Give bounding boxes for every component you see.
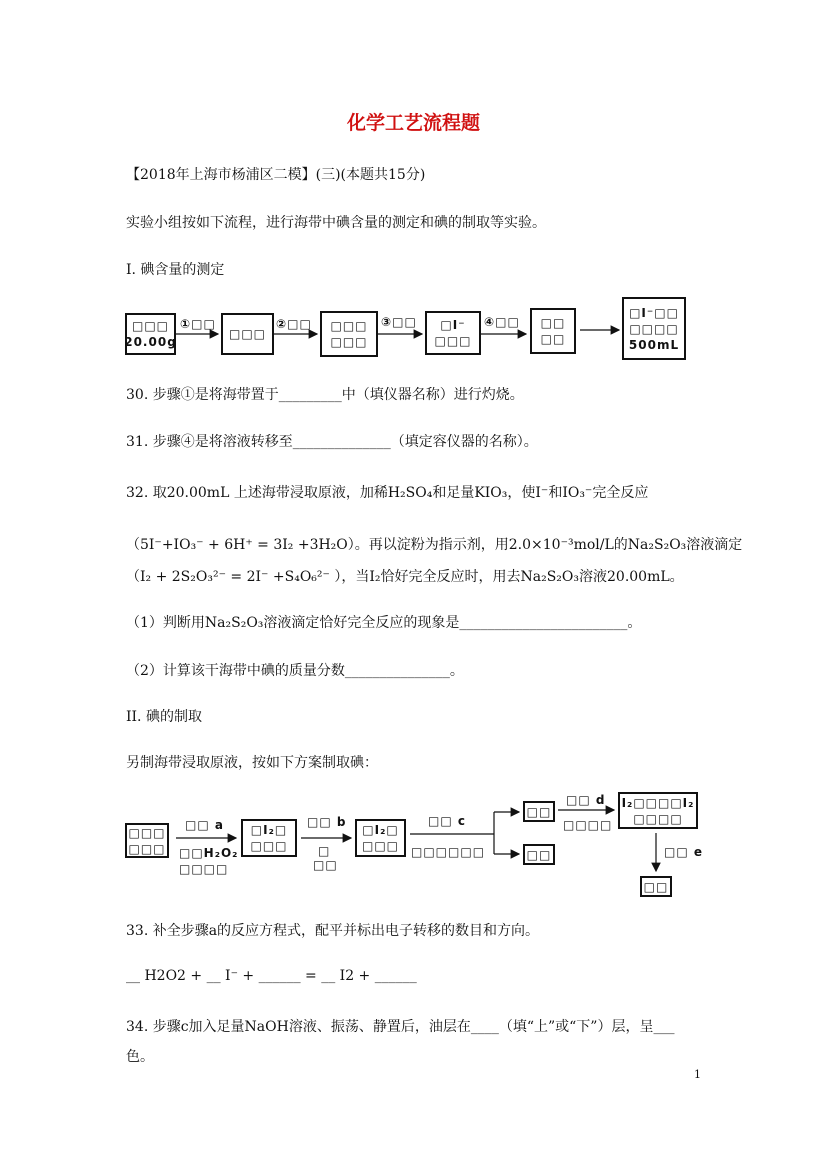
question-30: 30. 步骤①是将海带置于_________中（填仪器名称）进行灼烧。 [126,387,524,403]
flow1-suspension-box [320,311,378,357]
flow2-step-b-reagent: □ [318,844,331,858]
box-label: □□□ [128,825,166,840]
flow2-iodine-ccl4-box [355,819,406,857]
question-31: 31. 步骤④是将溶液转移至______________（填定容仪器的名称）。 [126,434,538,450]
question-32-line-1: 32. 取20.00mL 上述海带浸取原液，加稀H₂SO₄和足量KIO₃，使I⁻和IO₃⁻完全反应 [126,485,649,501]
equation-blank: __ H2O2 + __ I⁻ + ______ = __ I2 + ______ [126,968,417,984]
box-label: □□□ [128,841,166,856]
section-heading-2: II. 碘的制取 [126,709,202,725]
flow2-step-b-label: □□ b [307,815,347,829]
box-label: 500mL [628,337,680,352]
box-label: □□□ [131,319,169,333]
flow2-step-c-reagent: □□□□□□ [411,845,486,859]
flow1-dried-kelp-box [125,313,176,355]
flow2-step-a-reagent-2: □□□□ [179,862,229,876]
box-label: □□□ [330,319,368,333]
flow1-step-1-label: ①□□ [180,317,216,331]
question-32-part-1: （1）判断用Na₂S₂O₃溶液滴定恰好完全反应的现象是________________________。 [126,615,642,631]
question-32-part-2: （2）计算该干海带中碘的质量分数_______________。 [126,663,464,679]
page-title: 化学工艺流程题 [346,112,480,134]
box-label: □□□ [250,839,288,853]
box-label: □□□ [330,335,368,349]
box-label: □□□ [361,839,399,853]
box-label: □□ [526,804,552,819]
box-label: 20.00g [124,335,177,349]
section-heading-1: I. 碘含量的测定 [126,262,225,278]
flow2-iodine-suspension-box [618,792,698,829]
flow2-iodine-product-box [640,876,672,897]
flow2-iodine-solution-box [241,819,297,857]
box-label: □□ [540,332,566,346]
flow2-step-c-label: □□ c [428,814,466,828]
flow2-kelp-extract-box [125,823,169,858]
question-header: 【2018年上海市杨浦区二模】(三)(本题共15分) [126,167,426,183]
flow2-step-a-reagent: □□H₂O₂ [179,846,239,860]
box-label: □I₂□ [250,823,288,837]
flow2-step-d-reagent: □□□□ [563,818,613,832]
flow1-step-2-label: ②□□ [276,317,312,331]
box-label: I₂□□□□I₂ [621,795,695,810]
flow2-lower-layer-box [523,844,555,865]
question-34-line-1: 34. 步骤c加入足量NaOH溶液、振荡、静置后，油层在____（填“上”或“下”）层，呈___ [126,1019,675,1035]
box-label: □□ [643,879,669,894]
box-label: □I⁻□□ [629,305,679,320]
flow1-transfer-box [530,308,576,354]
page-number: 1 [694,1068,701,1081]
box-label: □□□□ [633,811,683,826]
flow2-step-a-label: □□ a [185,818,224,832]
flow1-iodide-solution-box [425,311,481,355]
flow1-final-solution-box [622,297,686,360]
question-34-line-2: 色。 [126,1049,154,1065]
question-32-line-3: （I₂ + 2S₂O₃²⁻ = 2I⁻ +S₄O₆²⁻ ），当I₂恰好完全反应时，用去Na₂S₂O₃溶液20.00mL。 [126,569,684,585]
box-label: □□ [540,316,566,330]
intro-text: 实验小组按如下流程，进行海带中碘含量的测定和碘的制取等实验。 [126,215,546,231]
flow2-step-d-label: □□ d [566,793,606,807]
box-label: □□□ [228,327,266,341]
box-label: □□□ [434,334,472,348]
box-label: □□□□ [629,321,679,336]
question-32-line-2: （5I⁻+IO₃⁻ + 6H⁺ = 3I₂ +3H₂O）。再以淀粉为指示剂，用2.0×10⁻³mol/L的Na₂S₂O₃溶液滴定 [126,537,743,553]
flow2-step-e-label: □□ e [664,845,703,859]
intro-text-2: 另制海带浸取原液，按如下方案制取碘： [126,755,378,771]
flow2-step-b-reagent-2: □□ [313,858,338,872]
flow1-ash-box [221,313,274,355]
question-33: 33. 补全步骤a的反应方程式，配平并标出电子转移的数目和方向。 [126,923,540,939]
box-label: □□ [526,847,552,862]
box-label: □I⁻ [440,318,466,332]
box-label: □I₂□ [362,823,399,837]
flow1-step-4-label: ④□□ [484,315,520,329]
flow2-upper-layer-box [523,801,555,822]
flow1-step-3-label: ③□□ [381,315,417,329]
